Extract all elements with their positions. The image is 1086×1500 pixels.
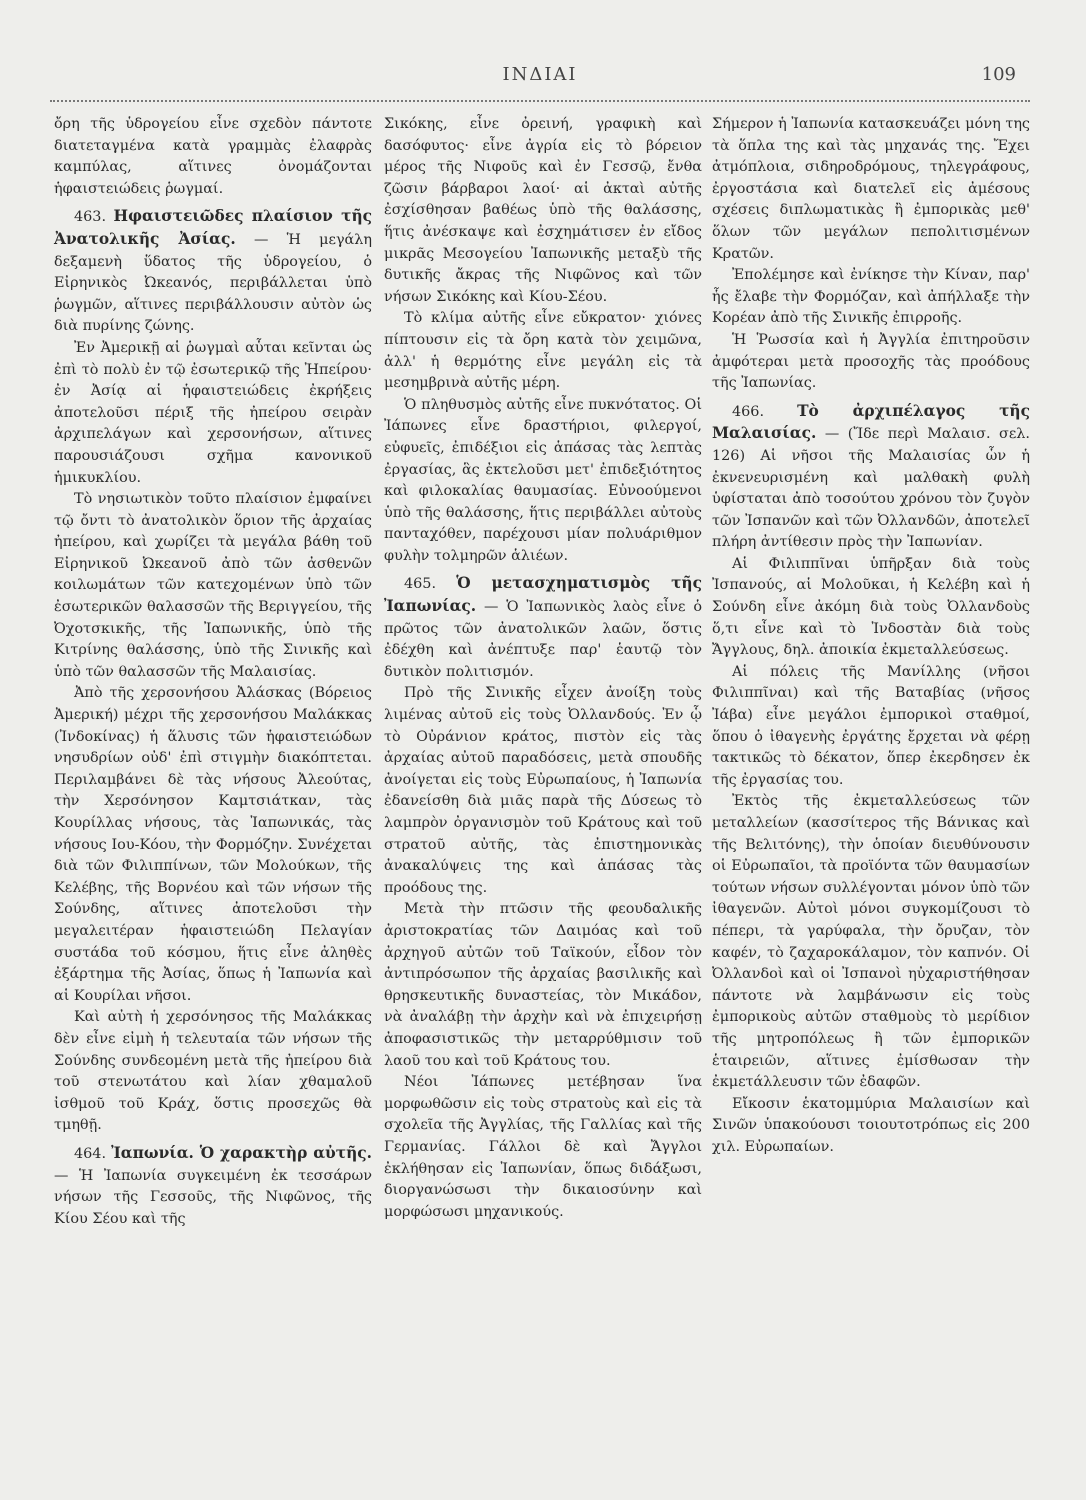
body-paragraph [384,899,702,1072]
page-header [50,64,1030,94]
section-title: Ἰαπωνία. Ὁ χαρακτὴρ αὐτῆς. [111,1143,372,1162]
body-paragraph [712,265,1030,330]
paragraph-text: — Ὁ Ἰαπωνικὸς λαὸς εἶνε ὁ πρῶτος τῶν ἀνατολικῶν λαῶν, ὅστις ἐδέχθη καὶ ἀνέπτυξε παρ' ἑαυτῷ τὸν δυτικὸν πολιτισμόν. [384,599,702,680]
paragraph-text: — Ἡ Ἰαπωνία συγκειμένη ἐκ τεσσάρων νήσων τῆς Γεσσοῦς, τῆς Νιφῶνος, τῆς Κίου Σέου καὶ τῆς [54,1167,372,1227]
paragraph-text: Ἡ Ῥωσσία καὶ ἡ Ἀγγλία ἐπιτηροῦσιν ἀμφότεραι μετὰ προσοχῆς τὰς προόδους τῆς Ἰαπωνίας. [712,331,1030,392]
body-paragraph [712,114,1030,265]
paragraph-text: Αἱ Φιλιππῖναι ὑπῆρξαν διὰ τοὺς Ἰσπανούς, αἱ Μολοῦκαι, ἡ Κελέβη καὶ ἡ Σούνδη εἶνε ἀκόμη διὰ τοὺς Ὀλλανδοὺς ὅ,τι εἶνε καὶ τὸ Ἰνδοστὰν διὰ τοὺς Ἄγγλους, δηλ. ἀποικία ἐκμεταλλεύσεως. [712,555,1030,659]
paragraph-text: Ὁ πληθυσμὸς αὐτῆς εἶνε πυκνότατος. Οἱ Ἰάπωνες εἶνε δραστήριοι, φιλεργοί, εὐφυεῖς, ἐπιδέξιοι εἰς ἁπάσας τὰς λεπτὰς ἐργασίας, ἃς ἐκτελοῦσι μετ' ἐπιδεξιότητος καὶ φιλοκαλίας θαυμασίας. Εὐνοούμενοι ὑπὸ τῆς θαλάσσης, ἥτις περιβάλλει αὐτοὺς πανταχόθεν, παρέχουσι μίαν πολυάριθμον φυλὴν τολμηρῶν ἁλιέων. [384,396,702,564]
paragraph-text: ὄρη τῆς ὑδρογείου εἶνε σχεδὸν πάντοτε διατεταγμένα κατὰ γραμμὰς ἐλαφρὰς καμπύλας, αἵτινες ὀνομάζονται ἡφαιστειώδεις ῥωγμαί. [54,116,372,197]
section-paragraph [712,401,1030,554]
text-column-3 [712,114,1030,1159]
paragraph-text: Ἀπὸ τῆς χερσονήσου Ἀλάσκας (Βόρειος Ἀμερική) μέχρι τῆς χερσονήσου Μαλάκκας (Ἰνδοκίνας) ἡ ἅλυσις τῶν ἡφαιστειώδων νησυδρίων οὐδ' ἐπὶ στιγμὴν διακόπτεται. Περιλαμβάνει δὲ τὰς νήσους Ἀλεούτας, τὴν Χερσόνησον Καμτσιάτκαν, τὰς Κουρίλλας νήσους, τὰς Ἰαπωνικάς, τὰς νήσους Ιου-Κόου, τὴν Φορμόζην. Συνέχεται διὰ τῶν Φιλιππίνων, τῶν Μολούκων, τῆς Κελέβης, τῆς Βορνέου καὶ τῶν νήσων τῆς Σούνδης, αἵτινες ἀποτελοῦσι τὴν μεγαλειτέραν ἡφαιστειώδη Πελαγίαν συστάδα τοῦ κόσμου, ἥτις εἶνε ἀληθὲς ἐξάρτημα τῆς Ἀσίας, ὅπως ἡ Ἰαπωνία καὶ αἱ Κουρίλαι νῆσοι. [54,685,372,1004]
paragraph-text: Πρὸ τῆς Σινικῆς εἶχεν ἀνοίξη τοὺς λιμένας αὐτοῦ εἰς τοὺς Ὀλλανδούς. Ἐν ᾧ τὸ Οὐράνιον κράτος, πιστὸν εἰς τὰς ἀρχαίας αὐτοῦ παραδόσεις, μετὰ σπουδῆς ἀνοίγεται εἰς τοὺς Εὐρωπαίους, ἡ Ἰαπωνία ἐδανείσθη διὰ μιᾶς παρὰ τῆς Δύσεως τὸ λαμπρὸν ὀργανισμὸν τοῦ Κράτους καὶ τοῦ στρατοῦ αὐτῆς, τὰς ἐπιστημονικὰς ἀνακαλύψεις της καὶ ἁπάσας τὰς προόδους της. [384,685,702,896]
section-paragraph [54,206,372,338]
running-title: ΙΝΔΙΑΙ [502,64,578,85]
paragraph-text: Νέοι Ἰάπωνες μετέβησαν ἵνα μορφωθῶσιν εἰς τοὺς στρατοὺς καὶ εἰς τὰ σχολεῖα τῆς Ἀγγλίας, τῆς Γαλλίας καὶ τῆς Γερμανίας. Γάλλοι δὲ καὶ Ἄγγλοι ἐκλήθησαν εἰς Ἰαπωνίαν, ὅπως διδάξωσι, διοργανώσωσι τὴν δικαιοσύνην καὶ μορφώσωσι μηχανικούς. [384,1074,702,1220]
paragraph-text: Εἴκοσιν ἑκατομμύρια Μαλαισίων καὶ Σινῶν ὑπακούουσι τοιουτοτρόπως εἰς 200 χιλ. Εὐρωπαίων. [712,1095,1030,1155]
paragraph-text: Μετὰ τὴν πτῶσιν τῆς φεουδαλικῆς ἀριστοκρατίας τῶν Δαιμόας καὶ τοῦ ἀρχηγοῦ αὐτῶν τοῦ Ταϊκούν, εἶδον τὸν ἀντιπρόσωπον τῆς ἀρχαίας βασιλικῆς καὶ θρησκευτικῆς δυναστείας, τὸν Μικάδον, νὰ ἀναλάβῃ τὴν ἀρχὴν καὶ νὰ ἐπιχειρήσῃ ἀποφασιστικῶς τὴν μεταρρύθμισιν τοῦ λαοῦ του καὶ τοῦ Κράτους του. [384,901,702,1069]
body-paragraph [54,114,372,200]
section-number: 465. [404,576,437,593]
body-paragraph [384,1072,702,1223]
body-paragraph [384,395,702,568]
paragraph-text: Αἱ πόλεις τῆς Μανίλλης (νῆσοι Φιλιππῖναι) καὶ τῆς Βαταβίας (νῆσος Ἰάβα) εἶνε μεγάλοι ἐμπορικοὶ σταθμοί, ὅπου ὁ ἰθαγενὴς ἐργάτης ἔρχεται νὰ φέρῃ τακτικῶς τὸ δέκατον, ὅπερ ἐκερδησεν ἐκ τῆς ἐργασίας του. [712,663,1030,788]
body-paragraph [54,489,372,683]
paragraph-text: Καὶ αὐτὴ ἡ χερσόνησος τῆς Μαλάκκας δὲν εἶνε εἰμὴ ἡ τελευταία τῶν νήσων τῆς Σούνδης συνδεομένη μετὰ τῆς ἠπείρου διὰ τοῦ στενωτάτου καὶ λίαν χθαμαλοῦ ἰσθμοῦ τοῦ Κράχ, ὅστις προσεχῶς θὰ τμηθῇ. [54,1009,372,1134]
paragraph-text: Σικόκης, εἶνε ὀρεινή, γραφικὴ καὶ δασόφυτος· εἶνε ἀγρία εἰς τὸ βόρειον μέρος τῆς Νιφοῦς καὶ ἐν Γεσσῷ, ἔνθα ζῶσιν βάρβαροι λαοί· αἱ ἀκταὶ αὐτῆς ἐσχίσθησαν βαθέως ὑπὸ τῆς θαλάσσης, ἥτις ἀνέσκαψε καὶ ἐσχημάτισεν ἐν εἴδος μικρᾶς Μεσογείου Ἰαπωνικῆς μεταξὺ τῆς δυτικῆς ἄκρας τῆς Νιφῶνος καὶ τῶν νήσων Σικόκης καὶ Κίου-Σέου. [384,116,702,305]
section-title: Ηφαιστειῶδες πλαίσιον τῆς Ἀνατολικῆς Ἀσίας. [54,207,373,248]
section-title: Τὸ ἀρχιπέλαγος τῆς Μαλαισίας. [712,401,1030,443]
paragraph-text: Ἐπολέμησε καὶ ἐνίκησε τὴν Κίναν, παρ' ἧς ἔλαβε τὴν Φορμόζαν, καὶ ἀπήλλαξε τὴν Κορέαν ἀπὸ τῆς Σινικῆς ἐπιρροῆς. [712,267,1030,327]
paragraph-text: — Ἡ μεγάλη δεξαμενὴ ὕδατος τῆς ὑδρογείου, ὁ Εἰρηνικὸς Ὠκεανός, περιβάλλεται ὑπὸ ῥωγμῶν, αἵτινες περιβάλλουσιν αὐτὸν ὡς διὰ πυρίνης ζώνης. [54,231,373,335]
body-paragraph [712,330,1030,395]
section-number: 466. [732,403,765,420]
text-column-2 [384,114,702,1223]
body-paragraph [712,554,1030,662]
body-paragraph [384,114,702,308]
page-number: 109 [981,64,1016,85]
paragraph-text: Σήμερον ἡ Ἰαπωνία κατασκευάζει μόνη της τὰ ὅπλα της καὶ τὰς μηχανάς της. Ἔχει ἀτμόπλοια, σιδηροδρόμους, τηλεγράφους, ἐργοστάσια καὶ διατελεῖ εἰς ἀμέσους σχέσεις διπλωματικὰς ἢ ἐμπορικὰς μεθ' ὅλων τῶν μεγάλων πεπολιτισμένων Κρατῶν. [712,116,1030,262]
section-number: 464. [74,1145,107,1162]
paragraph-text: Ἐν Ἀμερικῇ αἱ ῥωγμαὶ αὗται κεῖνται ὡς ἐπὶ τὸ πολὺ ἐν τῷ ἐσωτερικῷ τῆς Ἠπείρου· ἐν Ἀσίᾳ αἱ ἡφαιστειώδεις ἐκρήξεις ἀποτελοῦσι πέριξ τῆς ἠπείρου σειρὰν ἀρχιπελάγων καὶ χερσονήσων, αἵτινες παρουσιάζουσι σχῆμα κανονικοῦ ἡμικυκλίου. [54,339,372,486]
header-rule [50,100,1030,102]
body-paragraph [54,338,372,489]
section-number: 463. [74,209,107,226]
paragraph-text: Τὸ κλίμα αὐτῆς εἶνε εὔκρατον· χιόνες πίπτουσιν εἰς τὰ ὄρη κατὰ τὸν χειμῶνα, ἀλλ' ἡ θερμότης εἶνε μεγάλη εἰς τὰ μεσημβρινὰ αὐτῆς μέρη. [384,310,702,392]
paragraph-text: Ἐκτὸς τῆς ἐκμεταλλεύσεως τῶν μεταλλείων (κασσίτερος τῆς Βάνικας καὶ τῆς Βελιτόνης), τὴν ὁποίαν διευθύνουσιν οἱ Εὐρωπαῖοι, τὰ προϊόντα τῶν θαυμασίων τούτων νήσων συλλέγονται μόνον ὑπὸ τῶν ἰθαγενῶν. Αὐτοὶ μόνοι συγκομίζουσι τὸ πέπερι, τὰ γαρύφαλα, τὴν ὄρυζαν, τὸν καφέν, τὸ ζαχαροκάλαμον, τὸν καπνόν. Οἱ Ὀλλανδοὶ καὶ οἱ Ἰσπανοὶ ηὐχαριστήθησαν πάντοτε νὰ λαμβάνωσιν εἰς τοὺς ἐμπορικοὺς αὐτῶν σταθμοὺς τὸ μερίδιον τῆς μητροπόλεως ἢ τῶν ἐμπορικῶν ἑταιρειῶν, αἵτινες ἐμίσθωσαν τὴν ἐκμετάλλευσιν τῶν ἐδαφῶν. [712,793,1030,1091]
body-paragraph [54,1007,372,1137]
paragraph-text: Τὸ νησιωτικὸν τοῦτο πλαίσιον ἐμφαίνει τῷ ὄντι τὸ ἀνατολικὸν ὅριον τῆς ἀρχαίας ἠπείρου, καὶ χωρίζει τὰ μεγάλα βάθη τοῦ Εἰρηνικοῦ Ὠκεανοῦ ἀπὸ τῶν ἀσθενῶν κοιλωμάτων τῶν κατεχομένων ὑπὸ τῶν ἐσωτερικῶν θαλασσῶν τῆς Βεριγγείου, τῆς Ὀχοτσκικῆς, τῆς Ἰαπωνικῆς, ὑπὸ τῆς Κιτρίνης θαλάσσης, ὑπὸ τῆς Σινικῆς καὶ ὑπὸ τῶν θαλασσῶν τῆς Μαλαισίας. [54,491,372,680]
body-paragraph [384,683,702,899]
body-paragraph [712,1094,1030,1159]
body-paragraph [712,791,1030,1093]
section-paragraph [384,573,702,683]
paragraph-text: — (Ἴδε περὶ Μαλαισ. σελ. 126) Αἱ νῆσοι τῆς Μαλαισίας ὧν ἡ ἐκνενευρισμένη καὶ μαλθακὴ φυλὴ ὑφίσταται ἀπὸ τοσούτου χρόνου τὸν ζυγὸν τῶν Ἰσπανῶν καὶ τῶν Ὀλλανδῶν, ἀποτελεῖ πλήρη ἀντίθεσιν πρὸς τὴν Ἰαπωνίαν. [712,426,1030,551]
body-paragraph [54,683,372,1007]
body-paragraph [384,308,702,394]
section-paragraph [54,1143,372,1230]
text-column-1 [54,114,372,1230]
body-paragraph [712,662,1030,792]
section-title: Ὁ μετασχηματισμὸς τῆς Ἰαπωνίας. [384,574,702,616]
